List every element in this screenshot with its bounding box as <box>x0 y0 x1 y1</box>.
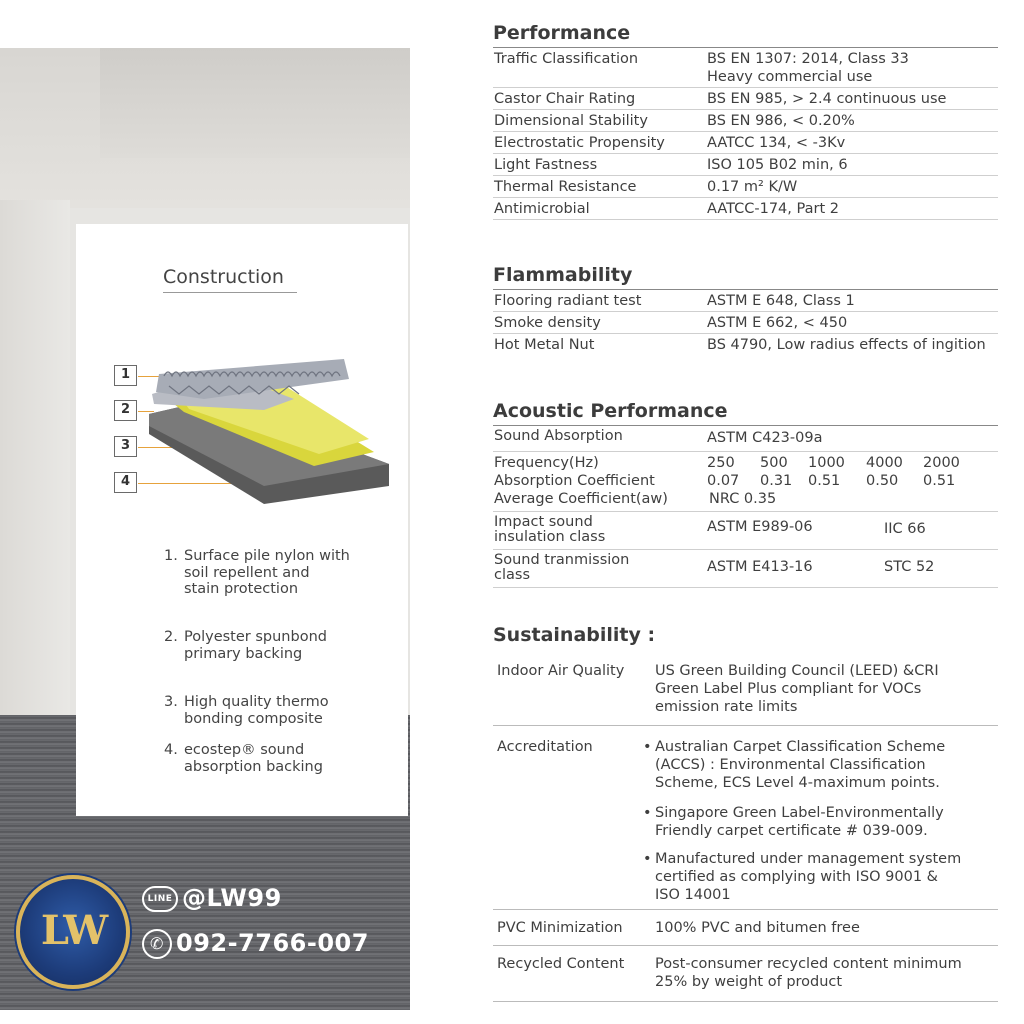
spec-row: Dimensional Stability BS EN 986, < 0.20% <box>493 110 998 132</box>
spec-row: Antimicrobial AATCC-174, Part 2 <box>493 198 998 220</box>
phone-contact[interactable] <box>142 929 369 959</box>
coef-4: 0.50 <box>866 473 899 489</box>
line-contact[interactable] <box>142 884 282 912</box>
spec-row: Indoor Air Quality US Green Building Council (LEED) &CRI Green Label Plus compliant for VOCs emission rate limits <box>493 658 998 726</box>
construction-title: Construction <box>163 266 297 293</box>
phone-number: 092-7766-007 <box>176 929 369 957</box>
freq-500: 500 <box>760 455 788 471</box>
layer-label-4: 4 <box>114 472 137 493</box>
spec-row: Castor Chair Rating BS EN 985, > 2.4 continuous use <box>493 88 998 110</box>
construction-item-2 <box>164 629 327 662</box>
coef-3: 0.51 <box>808 473 841 489</box>
construction-card <box>76 224 408 816</box>
spec-row: Light Fastness ISO 105 B02 min, 6 <box>493 154 998 176</box>
spec-row: Hot Metal Nut BS 4790, Low radius effects of ingition <box>494 337 986 353</box>
bullet-icon: • <box>643 805 652 821</box>
bullet-icon: • <box>643 739 652 755</box>
freq-250: 250 <box>707 455 735 471</box>
flammability-section <box>493 264 998 356</box>
flammability-title: Flammability <box>493 264 998 290</box>
pillar <box>0 200 70 720</box>
item-number: 1. <box>164 548 178 564</box>
spec-row: Impact sound insulation class ASTM E989-06 IIC 66 <box>493 512 998 550</box>
item-text: Polyester spunbond primary backing <box>184 629 327 662</box>
freq-4000: 4000 <box>866 455 903 471</box>
spec-row: PVC Minimization 100% PVC and bitumen free <box>493 910 998 946</box>
carpet-layers-illustration <box>144 354 394 514</box>
nrc-value: NRC 0.35 <box>709 491 777 507</box>
layer-label-1: 1 <box>114 365 137 386</box>
bullet-icon: • <box>643 851 652 867</box>
item-number: 4. <box>164 742 178 758</box>
item-text: High quality thermo bonding composite <box>184 694 329 727</box>
line-id: @LW99 <box>182 884 282 912</box>
ceiling-beam <box>100 48 410 158</box>
freq-2000: 2000 <box>923 455 960 471</box>
performance-title: Performance <box>493 22 998 48</box>
accreditation-bullet-2: Singapore Green Label-Environmentally Friendly carpet certificate # 039-009. <box>655 805 944 839</box>
acoustic-coefficients: Frequency(Hz) Absorption Coefficient Average Coefficient(aw) 250 500 1000 4000 2000 0.07 0.31 0.51 0.50 0.51 NRC 0.35 <box>493 452 998 512</box>
spec-row: Thermal Resistance 0.17 m² K/W <box>493 176 998 198</box>
layer-label-3: 3 <box>114 436 137 457</box>
construction-item-1 <box>164 548 350 598</box>
item-number: 3. <box>164 694 178 710</box>
item-number: 2. <box>164 629 178 645</box>
spec-row: Sound Absorption ASTM C423-09a <box>493 426 998 452</box>
layer-label-2: 2 <box>114 400 137 421</box>
spec-row: Electrostatic Propensity AATCC 134, < -3Kv <box>493 132 998 154</box>
spec-row: Smoke density ASTM E 662, < 450 <box>493 312 998 334</box>
sustainability-title: Sustainability : <box>493 624 656 646</box>
logo-text: LW <box>40 907 106 954</box>
acoustic-section <box>493 400 998 588</box>
ceiling <box>0 0 410 48</box>
spec-row: Traffic Classification BS EN 1307: 2014, Class 33 Heavy commercial use <box>493 48 998 88</box>
coef-1: 0.07 <box>707 473 740 489</box>
coef-2: 0.31 <box>760 473 793 489</box>
lw-logo <box>16 875 130 989</box>
spec-row: Recycled Content Post-consumer recycled content minimum 25% by weight of product <box>493 946 998 1002</box>
spec-row: Flooring radiant test ASTM E 648, Class 1 <box>493 290 998 312</box>
construction-item-3 <box>164 694 329 727</box>
coef-5: 0.51 <box>923 473 956 489</box>
sustainability-section <box>493 624 998 1002</box>
accreditation-row: Accreditation • Australian Carpet Classification Scheme (ACCS) : Environmental Classification Scheme, ECS Level 4-maximum points. • Singapore Green Label-Environmentally Friendly carpet certificate # 039-009. • Manufactured under management system certified as complying with ISO 9001 & ISO 14001 <box>493 726 998 910</box>
construction-item-4 <box>164 742 323 775</box>
accreditation-bullet-1: Australian Carpet Classification Scheme (ACCS) : Environmental Classification Scheme, ECS Level 4-maximum points. <box>655 739 946 791</box>
freq-1000: 1000 <box>808 455 845 471</box>
item-text: ecostep® sound absorption backing <box>184 742 323 775</box>
item-text: Surface pile nylon with soil repellent and stain protection <box>184 548 350 597</box>
performance-section <box>493 22 998 220</box>
phone-icon: ✆ <box>142 929 172 959</box>
spec-row: Sound tranmission class ASTM E413-16 STC 52 <box>493 550 998 588</box>
accreditation-bullet-3: Manufactured under management system certified as complying with ISO 9001 & ISO 14001 <box>655 851 962 903</box>
line-icon: LINE <box>142 886 178 912</box>
acoustic-title: Acoustic Performance <box>493 400 998 426</box>
